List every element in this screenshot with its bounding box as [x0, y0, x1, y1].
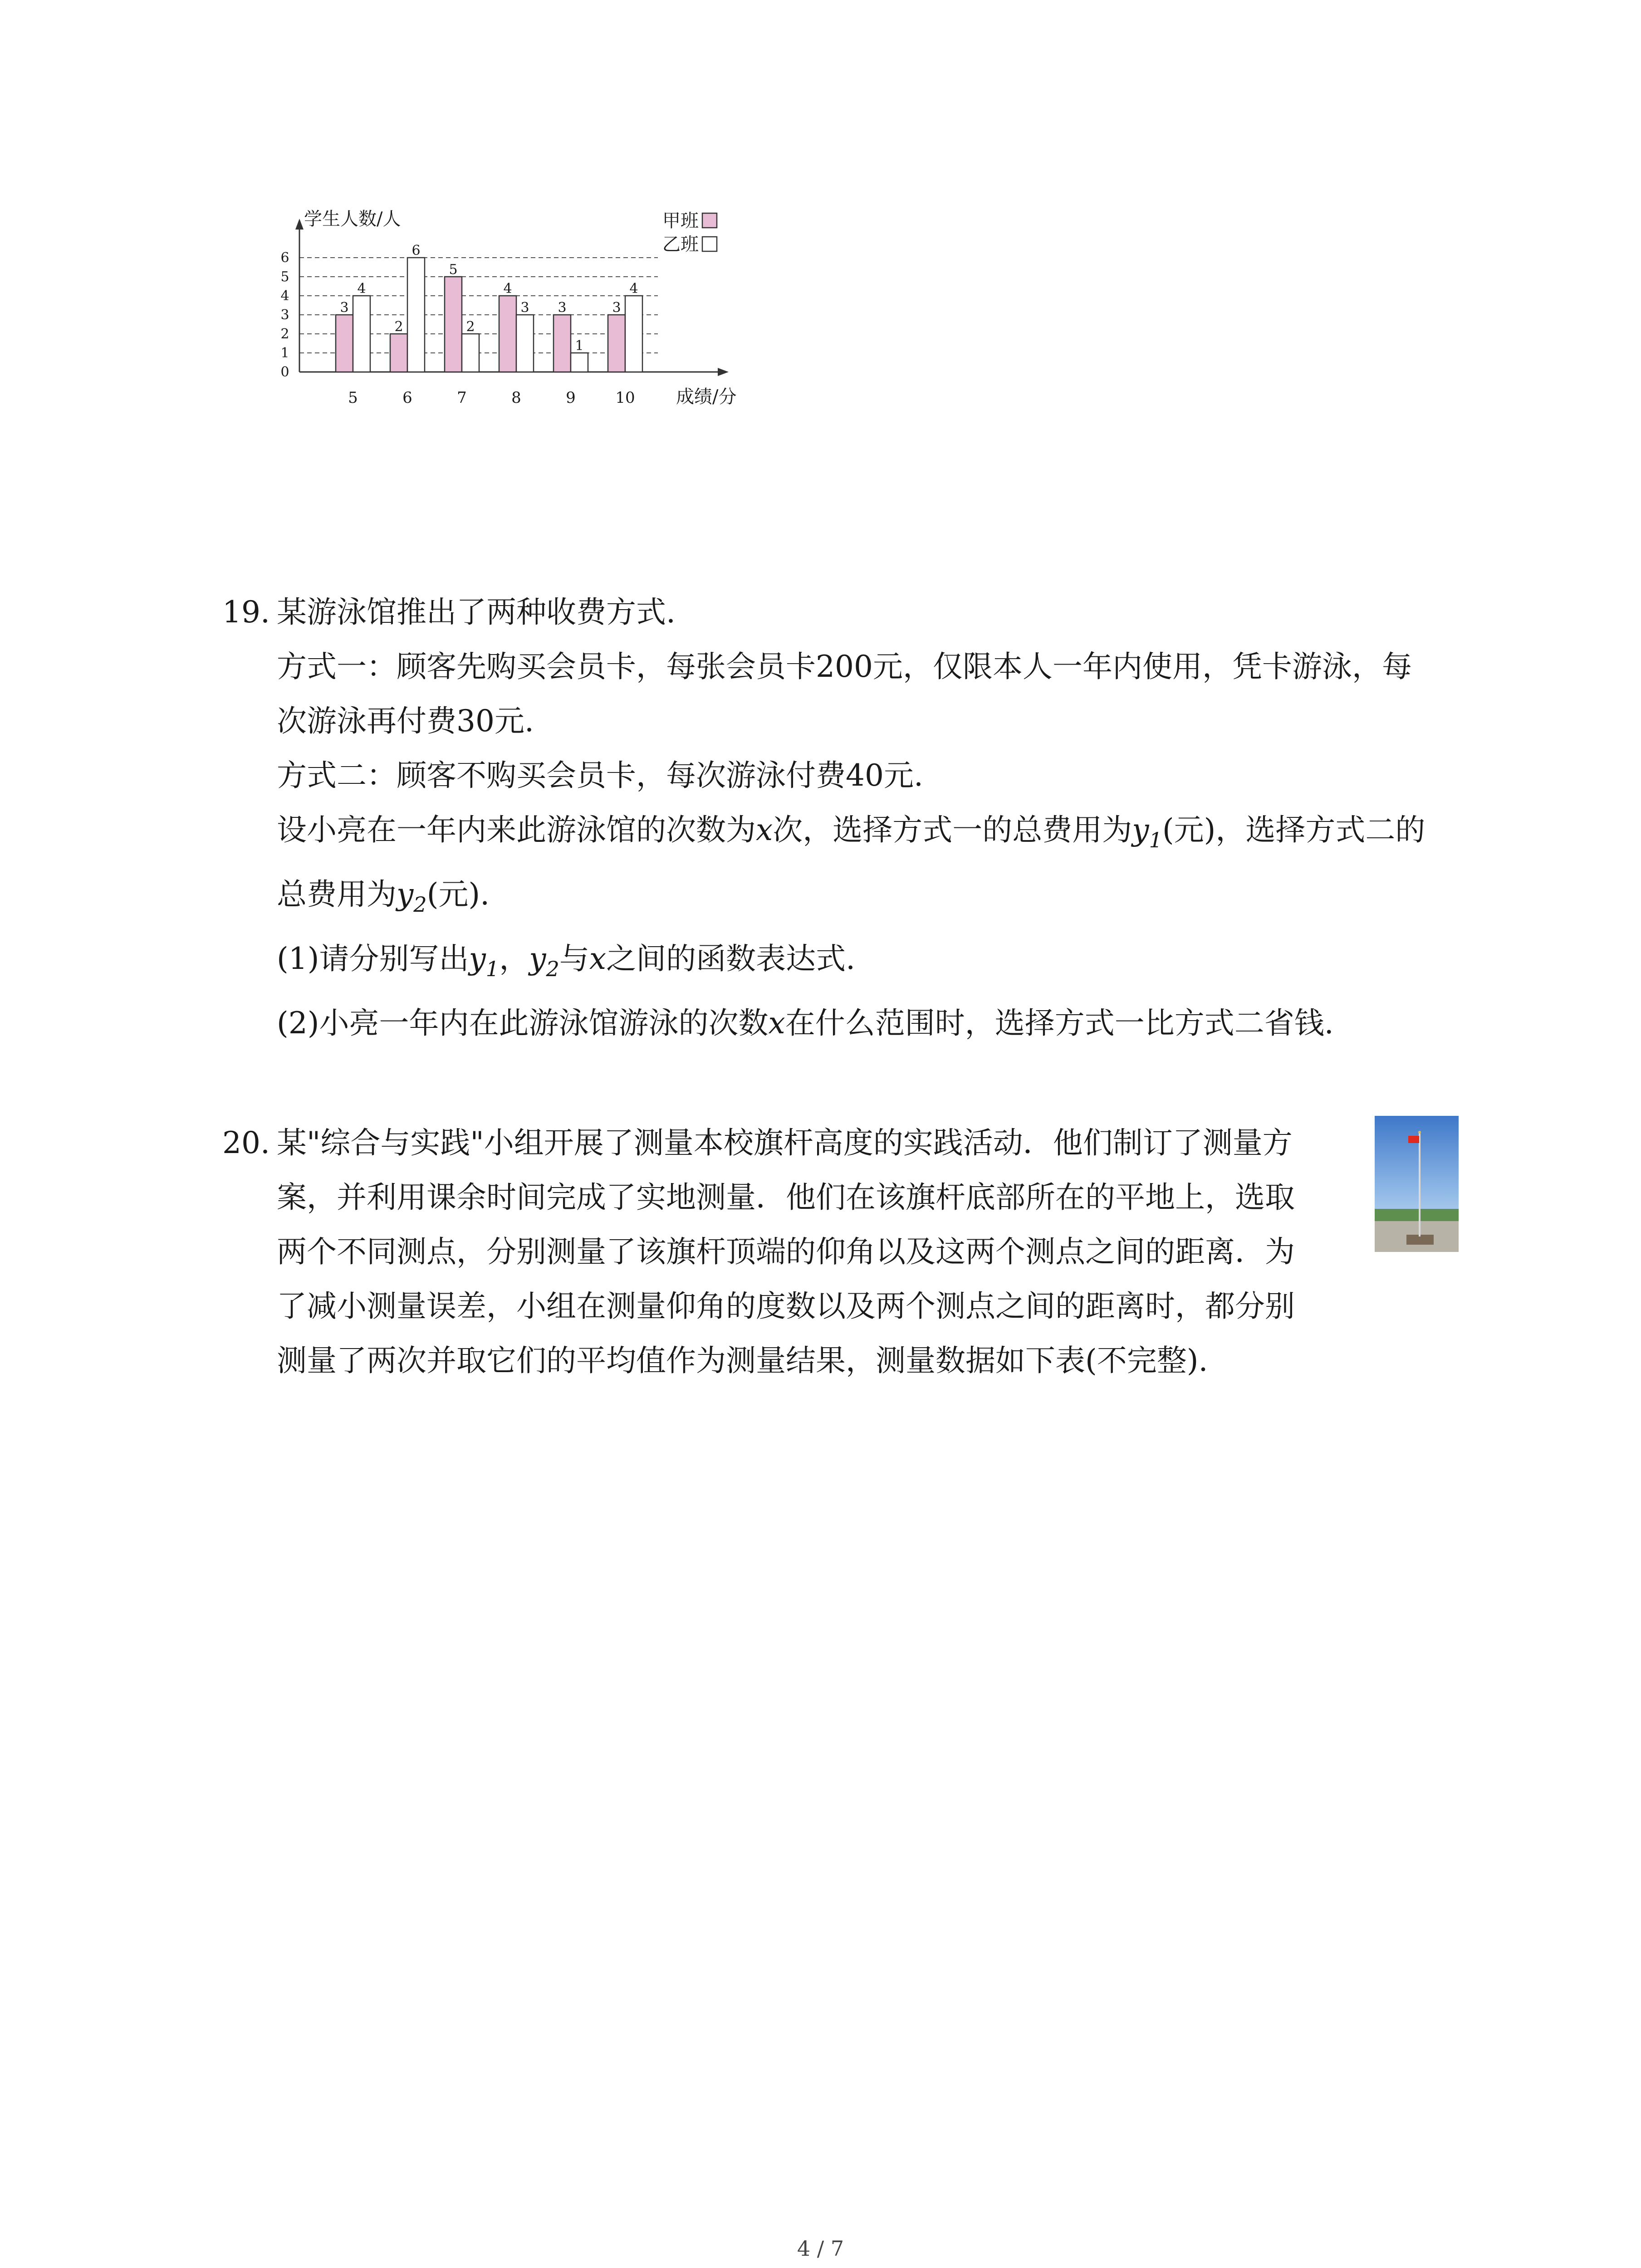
y-axis-title: 学生人数/人 — [304, 209, 401, 230]
legend-swatch — [702, 213, 717, 228]
bar-value-label: 3 — [612, 300, 621, 316]
text-fragment: (元). — [426, 877, 490, 912]
problem-number: 19. — [222, 595, 270, 630]
text-fragment: 之间的函数表达式. — [606, 941, 856, 977]
var-y: y — [469, 941, 486, 977]
page-number: 4 / 7 — [797, 2236, 844, 2261]
legend-label: 乙班 — [662, 234, 699, 255]
text-fragment: ， — [499, 941, 529, 977]
y-tick-label: 2 — [280, 326, 289, 342]
problem-number: 20. — [222, 1125, 270, 1160]
bar-value-label: 2 — [394, 319, 403, 335]
legend-label: 甲班 — [662, 210, 699, 231]
problem-line: 某游泳馆推出了两种收费方式. — [277, 595, 676, 630]
bar — [445, 277, 462, 372]
text-fragment: 设小亮在一年内来此游泳馆的次数为 — [277, 812, 756, 847]
var-x: x — [768, 1006, 785, 1041]
var-y: y — [529, 941, 546, 977]
problem-body — [277, 1116, 1295, 1388]
y-tick-label: 0 — [280, 364, 289, 380]
chart-legend — [662, 210, 717, 255]
text-fragment: (元)，选择方式二的 — [1162, 812, 1425, 847]
y-tick-label: 6 — [280, 250, 289, 266]
var-y: y — [397, 877, 414, 912]
subscript: 1 — [485, 957, 500, 982]
bar — [353, 296, 370, 372]
bar — [407, 258, 425, 372]
x-tick-label: 10 — [615, 389, 635, 407]
subscript: 1 — [1149, 828, 1162, 853]
text-fragment: (2)小亮一年内在此游泳馆游泳的次数 — [277, 1006, 769, 1041]
bar-value-label: 2 — [466, 319, 475, 335]
bar — [336, 315, 353, 372]
subscript: 2 — [413, 892, 427, 917]
problem-line: 次游泳再付费30元. — [277, 704, 534, 738]
bar — [625, 296, 642, 372]
var-x: x — [756, 812, 773, 847]
x-tick-label: 5 — [348, 389, 358, 407]
question-1 — [277, 932, 1425, 996]
y-axis-arrow — [295, 219, 304, 230]
text-fragment: 总费用为 — [277, 877, 397, 912]
bar-value-label: 4 — [503, 281, 512, 297]
problem-line: 某"综合与实践"小组开展了测量本校旗杆高度的实践活动．他们制订了测量方 — [277, 1125, 1293, 1160]
y-tick-label: 4 — [280, 288, 289, 304]
problem-line: 方式二：顾客不购买会员卡，每次游泳付费40元. — [277, 758, 923, 793]
bar — [499, 296, 516, 372]
bar-value-label: 3 — [340, 300, 349, 316]
bar — [516, 315, 534, 372]
question-2 — [277, 996, 1425, 1051]
bar-value-label: 4 — [629, 281, 638, 297]
problem-line: 了减小测量误差，小组在测量仰角的度数以及两个测点之间的距离时，都分别 — [277, 1289, 1295, 1324]
x-tick-label: 6 — [402, 389, 412, 407]
bar-value-label: 6 — [411, 243, 421, 259]
problem-line: 两个不同测点，分别测量了该旗杆顶端的仰角以及这两个测点之间的距离．为 — [277, 1234, 1295, 1269]
bar-value-label: 4 — [357, 281, 366, 297]
text-fragment: 次，选择方式一的总费用为 — [773, 812, 1132, 847]
problem-line — [277, 803, 1425, 867]
legend-swatch — [702, 237, 717, 251]
y-tick-label: 3 — [280, 307, 289, 323]
bar-value-label: 5 — [449, 262, 458, 278]
y-tick-label: 5 — [280, 269, 289, 285]
problem-19 — [222, 585, 1447, 1041]
x-tick-label: 7 — [457, 389, 467, 407]
problem-line: 案，并利用课余时间完成了实地测量．他们在该旗杆底部所在的平地上，选取 — [277, 1180, 1295, 1215]
bar — [608, 315, 625, 372]
var-x: x — [589, 941, 607, 977]
flagpole-photo — [1375, 1116, 1459, 1252]
x-tick-label: 9 — [566, 389, 576, 407]
y-tick-label: 1 — [280, 345, 289, 361]
text-fragment: (1)请分别写出 — [277, 941, 469, 977]
bar-value-label: 3 — [558, 300, 567, 316]
bar-value-label: 3 — [520, 300, 529, 316]
bar — [554, 315, 571, 372]
x-tick-label: 8 — [511, 389, 521, 407]
text-fragment: 在什么范围时，选择方式一比方式二省钱. — [785, 1006, 1334, 1041]
bar — [390, 334, 407, 372]
text-fragment: 与 — [559, 941, 589, 977]
bar-chart — [254, 200, 789, 417]
problem-body — [277, 585, 1425, 1051]
x-axis-title: 成绩/分 — [676, 386, 737, 407]
x-axis-arrow — [718, 368, 729, 376]
bar — [462, 334, 479, 372]
problem-line: 方式一：顾客先购买会员卡，每张会员卡200元，仅限本人一年内使用，凭卡游泳，每 — [277, 649, 1412, 684]
bar — [571, 353, 588, 372]
var-y: y — [1132, 812, 1149, 847]
problem-line: 测量了两次并取它们的平均值作为测量结果，测量数据如下表(不完整). — [277, 1343, 1208, 1378]
problem-line — [277, 867, 1425, 932]
bar-value-label: 1 — [575, 338, 584, 354]
subscript: 2 — [546, 957, 559, 982]
problem-20 — [222, 1116, 1447, 1388]
